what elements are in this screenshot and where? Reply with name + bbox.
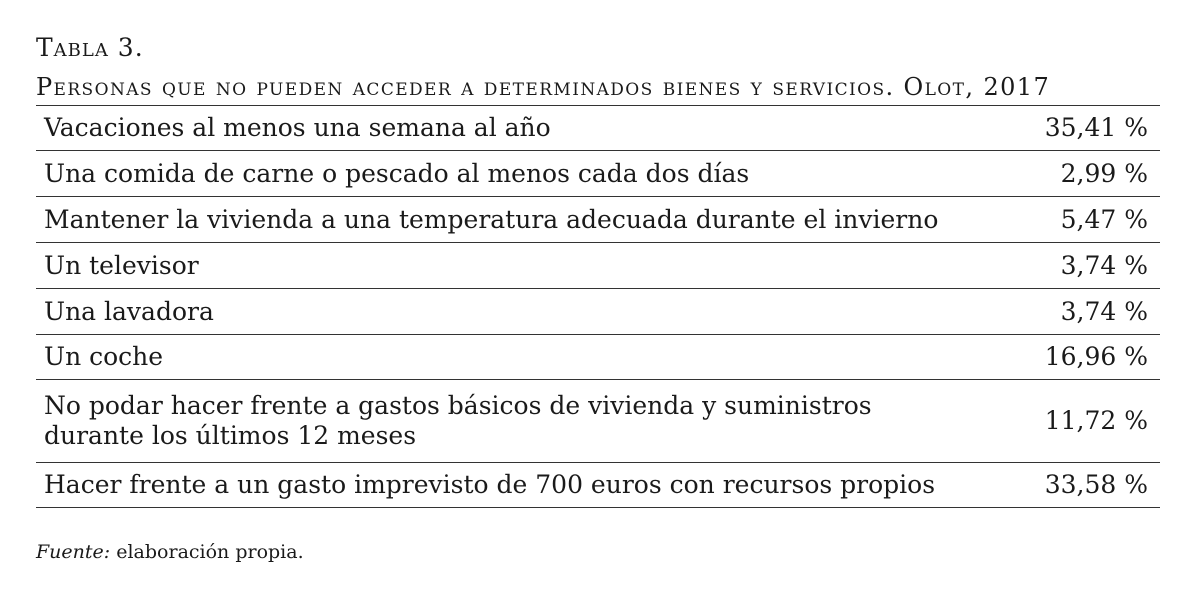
source-label: Fuente:	[36, 541, 111, 563]
row-percentage: 3,74 %	[1060, 296, 1148, 326]
table-row	[36, 197, 1160, 243]
row-item-label: Una lavadora	[44, 296, 214, 326]
row-item-label: Un coche	[44, 342, 164, 371]
data-table	[36, 106, 1160, 508]
table-row	[36, 151, 1160, 197]
row-percentage: 3,74 %	[1060, 250, 1148, 280]
table-container	[36, 30, 1160, 508]
row-item-label: Mantener la vivienda a una temperatura adecuada durante el invierno	[44, 204, 939, 234]
table-row	[36, 243, 1160, 289]
row-item-label: Hacer frente a un gasto imprevisto de 700 euros con recursos propios	[44, 470, 936, 499]
table-row	[36, 463, 1160, 508]
table-title: Personas que no pueden acceder a determinados bienes y servicios. Olot, 2017	[36, 66, 1160, 106]
row-item-label: Vacaciones al menos una semana al año	[44, 113, 551, 142]
row-percentage: 2,99 %	[1060, 158, 1148, 188]
table-row	[36, 335, 1160, 380]
table-row	[36, 289, 1160, 335]
source-text: elaboración propia.	[116, 541, 304, 563]
source-note	[36, 538, 304, 566]
row-percentage: 33,58 %	[1044, 470, 1148, 499]
row-item-label: Un televisor	[44, 250, 199, 280]
table-row	[36, 380, 1160, 463]
row-percentage: 16,96 %	[1044, 342, 1148, 371]
row-percentage: 5,47 %	[1060, 204, 1148, 234]
table-number: Tabla 3.	[36, 33, 144, 62]
row-percentage: 11,72 %	[1044, 406, 1148, 435]
row-percentage: 35,41 %	[1044, 113, 1148, 142]
row-item-label: No podar hacer frente a gastos básicos de vivienda y suministros durante los últimos 12 meses	[44, 391, 872, 450]
table-row	[36, 106, 1160, 151]
row-item-label: Una comida de carne o pescado al menos cada dos días	[44, 158, 750, 188]
